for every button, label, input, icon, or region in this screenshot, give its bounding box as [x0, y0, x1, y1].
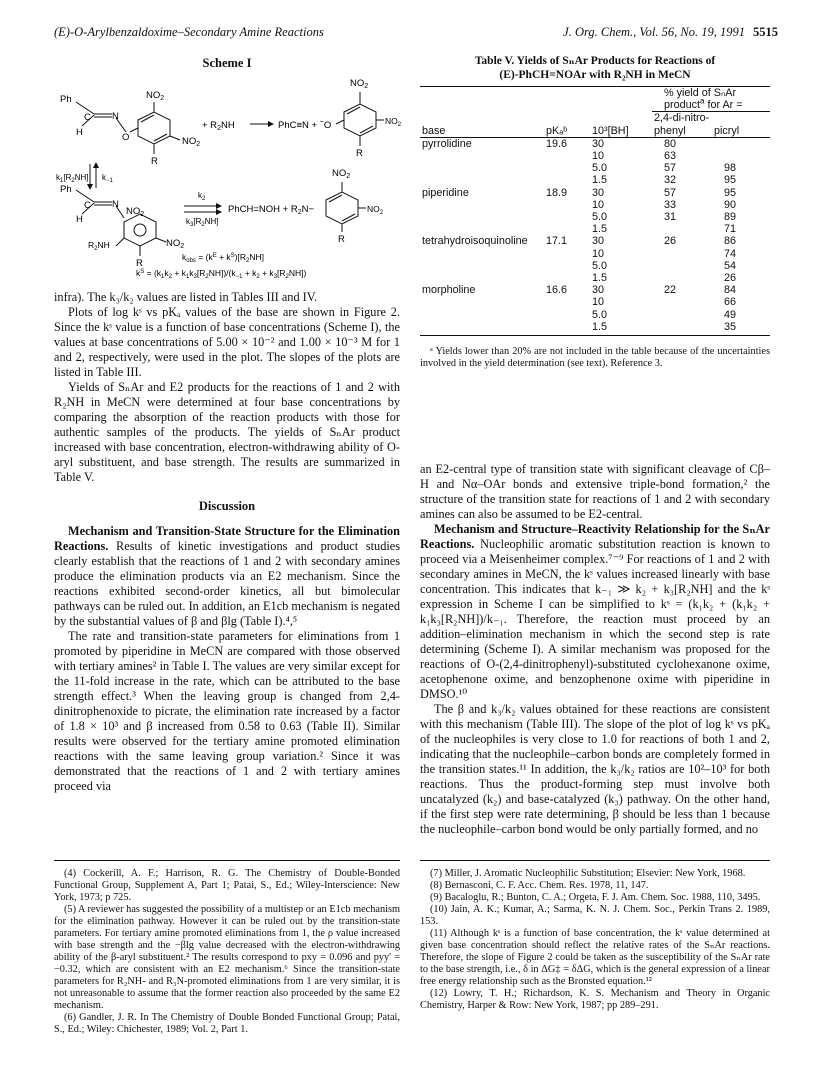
cell-base [420, 211, 544, 223]
table-row [420, 150, 770, 162]
cell-dnp: 22 [664, 284, 677, 297]
cell-dnp [652, 248, 712, 260]
journal-reference: J. Org. Chem., Vol. 56, No. 19, 1991 [563, 25, 745, 39]
header-pka: pKₐᵇ [546, 124, 568, 137]
footnote: (9) Bacaloglu, R.; Bunton, C. A.; Orgeta, F. J. Am. Chem. Soc. 1988, 110, 3495. [430, 892, 761, 903]
cell-conc: 30 [592, 284, 605, 297]
cell-dnp [652, 223, 712, 235]
table-title-line: Table V. Yields of SₙAr Products for Reactions of [474, 55, 716, 67]
table-row [420, 248, 770, 260]
cell-picryl: 54 [724, 259, 737, 272]
section-heading: Discussion [198, 499, 256, 513]
product-aryl-structure [326, 182, 366, 232]
svg-text:N: N [112, 111, 119, 122]
running-title: (E)-O-Arylbenzaldoxime–Secondary Amine Reactions [54, 25, 324, 39]
svg-text:k3[R2NH]: $k_3[R_2NH]$ [186, 217, 219, 228]
cell-pka [544, 272, 590, 284]
cell-base [420, 321, 544, 333]
svg-text:R2NH: $R_2NH$ [88, 240, 110, 252]
footnote: (6) Gandler, J. R. In The Chemistry of Double Bonded Functional Group; Patai, S., Ed.; Wiley: Chichester, 1989; Vol. 2, Part 1. [54, 1012, 400, 1035]
table-v-block [420, 54, 770, 370]
cell-base [420, 162, 544, 174]
cell-dnp: 32 [664, 174, 677, 187]
cell-dnp: 33 [664, 198, 677, 211]
cell-dnp: 31 [664, 211, 677, 224]
cell-picryl: 98 [724, 162, 737, 175]
footnotes-right [420, 868, 770, 1012]
svg-text:R: R [151, 156, 158, 167]
svg-text:PhC≡N + −O: PhC≡N + −O [278, 119, 332, 131]
journal-citation [563, 25, 778, 40]
cell-conc: 1.5 [592, 272, 608, 285]
cell-dnp: 57 [664, 162, 677, 175]
svg-text:R: R [338, 234, 345, 245]
footnote: (8) Bernasconi, C. F. Acc. Chem. Res. 1978, 11, 147. [430, 880, 649, 891]
cell-base [420, 296, 544, 308]
header-spacer [544, 87, 590, 112]
svg-text:C: C [84, 200, 91, 211]
svg-text:NO2: $NO_2$ [332, 168, 351, 180]
header-text: for Ar = [704, 99, 743, 112]
header-footnote-mark: a [700, 96, 705, 106]
cell-conc: 10 [592, 296, 605, 309]
cell-pka [544, 260, 590, 272]
cell-dnp [652, 309, 712, 321]
header-spacer [420, 87, 544, 112]
table-row [420, 260, 770, 272]
svg-text:NO2: $NO_2$ [385, 116, 402, 128]
cell-dnp [652, 296, 712, 308]
table-v [420, 86, 770, 333]
svg-text:k1[R2NH]: $k_1[R_2NH]$ [56, 173, 89, 184]
svg-text:R: R [136, 258, 143, 269]
paragraph: Plots of log kˢ vs pKₐ values of the base are shown in Figure 2. Since the kˢ value is a function of base concentrations (Scheme I), the values at base concentrations of 5.00 × 10⁻² and 1.00 × 10⁻³ M for 1 and 2, respectively, were used in the plot. The slopes of the plots are listed in Table III. [54, 305, 400, 379]
footnote: (12) Lowry, T. H.; Richardson, K. S. Mechanism and Theory in Organic Chemistry, Harper & Row: New York, 1987; pp 289–291. [420, 988, 770, 1011]
cell-base [420, 309, 544, 321]
cell-conc: 5.0 [592, 162, 608, 175]
table-bottom-rule [420, 335, 770, 336]
svg-text:NO2: $NO_2$ [166, 238, 185, 250]
table-row [420, 309, 770, 321]
svg-text:k−1: $k_{-1}$ [102, 173, 113, 184]
table-row [420, 162, 770, 174]
cell-pka: 19.6 [546, 137, 568, 150]
cell-pka [544, 321, 590, 333]
cell-conc: 5.0 [592, 308, 608, 321]
paragraph: infra). The k₃/k₂ values are listed in Tables III and IV. [54, 290, 318, 304]
right-column [420, 462, 770, 837]
cell-conc: 30 [592, 186, 605, 199]
footnote-rule [54, 860, 400, 861]
svg-text:NO2: $NO_2$ [350, 78, 369, 90]
svg-text:NO2: $NO_2$ [126, 206, 145, 218]
svg-text:C: C [84, 112, 91, 123]
footnote: (11) Although kˢ is a function of base concentration, the kˢ value determined at given base concentration should reflect the relative rates of the SₙAr reactions. Therefore, the slope of Figure 2 could be taken as the susceptibility of the SₙAr rate to the base strength, i.e., δ in ΔG‡ = δΔG, which is the general expression of a linear free energy relationship such as the Bronsted equation.¹² [420, 928, 770, 987]
cell-conc: 10 [592, 150, 605, 163]
header-yield-group [652, 87, 770, 112]
paragraph: Yields of SₙAr and E2 products for the reactions of 1 and 2 with R₂NH in MeCN were determined at four base concentrations by comparing the absorption of the reaction products with those for authentic samples of the products. The yields of SₙAr product increased with base concentration, electron-withdrawing ability of O-aryl substituent, and base strength. The results are summarized in Table V. [54, 380, 400, 484]
table-footnote-text: ᵃ Yields lower than 20% are not included in the table because of the uncertainties involved in the yield determination (see text). Reference 3. [420, 346, 770, 370]
table-row [420, 137, 770, 150]
cell-base [420, 199, 544, 211]
cell-picryl: 90 [724, 198, 737, 211]
header-conc: 10³[BH] [592, 124, 629, 137]
svg-text:Ph: Ph [60, 184, 72, 195]
subsection-text: Nucleophilic aromatic substitution reaction is known to proceed via a Meisenheimer complex.⁷⁻⁹ For reactions of 1 and 2 with secondary amines in MeCN, the kˢ values increased linearly with base concentration. This indicates that k₋₁ ≫ k₂ + k₃[R₂NH] and the kˢ expression in Scheme I can be simplified to kˢ = (k₁k₂ + (k₁k₂ + k₁k₃[R₂NH])/k₋₁. Therefore, the reaction must proceed by an addition–elimination mechanism in which the second step is rate determining (Scheme I). A similar mechanism was proposed for the reactions of O-(2,4-dinitrophenyl)-substituted cyclohexanone oxime, acetophenone oxime, and benzophenone oxime with piperidine in DMSO.¹⁰ [420, 537, 771, 701]
footnotes-left [54, 868, 400, 1036]
table-row [420, 199, 770, 211]
cell-picryl [712, 137, 770, 150]
cell-base: piperidine [422, 186, 469, 199]
cell-picryl: 35 [724, 320, 737, 333]
subsection-text: Results of kinetic investigations and product studies clearly establish that the reactions of 1 and 2 with secondary amines produce the elimination products via an E2 mechanism. Since the reactions exhibited second-order kinetics, all but bimolecular pathways can be ruled out. In addition, an E1cb mechanism is negated by the substantial values of β and βlg (Table I).⁴,⁵ [54, 539, 400, 628]
cell-conc: 1.5 [592, 174, 608, 187]
header-text: % yield of SₙAr product [664, 87, 737, 112]
cell-dnp: 80 [664, 137, 677, 150]
table-row [420, 296, 770, 308]
footnote: (4) Cockerill, A. F.; Harrison, R. G. The Chemistry of Double-Bonded Functional Group, Supplement A, Part 1; Patai, S., Ed.; Wiley-Interscience: New York, 1973; p 725. [54, 868, 400, 903]
cell-pka [544, 248, 590, 260]
header-picryl: picryl [714, 124, 740, 137]
cell-picryl: 71 [724, 223, 737, 236]
svg-text:+ R2NH: + $R_2NH$ [202, 120, 235, 132]
table-row [420, 174, 770, 186]
svg-text:PhCH=NOH + R2N−: PhCH=NOH + $R_2N-$ [228, 204, 315, 216]
cell-dnp [652, 260, 712, 272]
svg-text:H: H [76, 214, 83, 225]
cell-pka [544, 162, 590, 174]
table-row [420, 321, 770, 333]
header-dnp: 2,4-di-nitro-phenyl [654, 112, 710, 137]
cell-pka [544, 199, 590, 211]
cell-conc: 1.5 [592, 223, 608, 236]
cell-conc: 5.0 [592, 211, 608, 224]
table-row [420, 187, 770, 199]
cell-dnp [652, 272, 712, 284]
cell-conc: 30 [592, 235, 605, 248]
cell-base [420, 174, 544, 186]
cell-conc: 10 [592, 198, 605, 211]
footnote: (7) Miller, J. Aromatic Nucleophilic Substitution; Elsevier: New York, 1968. [430, 868, 746, 879]
table-body [420, 137, 770, 333]
svg-text:NO2: $NO_2$ [367, 204, 384, 216]
paragraph: an E2-central type of transition state with significant cleavage of Cβ–H and Nα–OAr bonds and extensive triple-bond formation,² the structure of the transition state for reactions of 1 and 2 with secondary amines can also be assumed to be E2-central. [420, 462, 770, 521]
cell-base [420, 272, 544, 284]
cell-dnp: 63 [664, 150, 677, 163]
subsection-title: Mechanism and Structure–Reactivity Relationship for the SₙAr Reactions. [420, 522, 770, 551]
header-spacer [590, 87, 652, 112]
paragraph [420, 522, 770, 702]
cell-conc: 30 [592, 137, 605, 150]
cell-pka: 17.1 [546, 235, 568, 248]
cell-picryl: 26 [724, 272, 737, 285]
cell-conc: 10 [592, 247, 605, 260]
svg-text:H: H [76, 127, 83, 138]
cell-picryl [712, 150, 770, 162]
cell-base: tetrahydroisoquinoline [422, 235, 528, 248]
cell-base [420, 150, 544, 162]
table-title [420, 54, 770, 82]
cell-conc: 5.0 [592, 259, 608, 272]
cell-picryl: 66 [724, 296, 737, 309]
table-title-line: (E)-PhCH=NOAr with R₂NH in MeCN [499, 69, 691, 81]
footnote-rule [420, 860, 770, 861]
phenoxide-structure [336, 92, 384, 146]
cell-pka: 16.6 [546, 284, 568, 297]
table-row [420, 223, 770, 235]
cell-picryl: 95 [724, 174, 737, 187]
cell-pka [544, 150, 590, 162]
cell-dnp: 57 [664, 186, 677, 199]
cell-base [420, 248, 544, 260]
scheme-title: Scheme I [202, 56, 252, 70]
cell-picryl: 49 [724, 308, 737, 321]
cell-base [420, 260, 544, 272]
cell-pka [544, 174, 590, 186]
reactant-structure [76, 102, 180, 154]
cell-base: pyrrolidine [422, 137, 472, 150]
table-row [420, 284, 770, 296]
footnote: (10) Jain, A. K.; Kumar, A.; Sarma, K. N. J. Chem. Soc., Perkin Trans 2. 1989, 153. [420, 904, 770, 927]
svg-text:O: O [122, 132, 130, 143]
table-row [420, 235, 770, 247]
svg-text:NO2: $NO_2$ [146, 90, 165, 102]
paragraph: The β and k₃/k₂ values obtained for these reactions are consistent with this mechanism (Table III). The slope of the plot of log kˢ vs pKₐ of the nucleophiles is very close to 1.0 for reactions of both 1 and 2, indicating that the nucleophile–carbon bonds are completely formed in the transition states.¹¹ In addition, the k₃/k₂ ratios are 10²–10³ for both reactions. Thus the product-forming step must involve both uncatalyzed (k₂) and base-catalyzed (k₃) pathway. On the other hand, if the first step were rate determining, β should be less than 1 because the nucleophile–carbon bond would be only partially formed, and no [420, 702, 770, 836]
svg-text:k2: $k_2$ [198, 191, 206, 202]
left-column [54, 290, 400, 794]
cell-pka: 18.9 [546, 186, 568, 199]
cell-pka [544, 223, 590, 235]
cell-picryl: 89 [724, 211, 737, 224]
cell-dnp [652, 321, 712, 333]
cell-picryl: 84 [724, 284, 737, 297]
cell-pka [544, 211, 590, 223]
table-footnote [420, 346, 770, 370]
svg-text:Ph: Ph [60, 94, 72, 105]
paragraph: The rate and transition-state parameters for eliminations from 1 promoted by piperidine in MeCN are compared with those observed with tertiary amines² in Table I. The values are very similar except for the 11-fold increase in the rate, which can be attributed to the base strength effect.³ When the leaving group is changed from 2,4-dinitrophenoxide to picrate, the elimination rate increased by a factor of 1.8 × 10³ and β increased from 0.58 to 0.63 (Table II). Similar results were observed for the tertiary amine promoted elimination reactions with the same leaving group variation.² Since it was demonstrated that the reactions of 1 and 2 with tertiary amines proceed via [54, 629, 400, 793]
cell-picryl: 86 [724, 235, 737, 248]
subsection-title: Mechanism and Transition-State Structure for the Elimination Reactions. [54, 524, 400, 553]
cell-conc: 1.5 [592, 320, 608, 333]
cell-picryl: 74 [724, 247, 737, 260]
cell-dnp: 26 [664, 235, 677, 248]
svg-text:kS = (k1k2 + k1k3[R2NH])/(k−1: $k^S = (k_1k_2 + k_1k_3[R_2NH])/(k_{-1} + k_2 + k_3[R_2NH])$ [136, 268, 307, 280]
svg-text:NO2: $NO_2$ [182, 136, 201, 148]
cell-pka [544, 296, 590, 308]
table-row [420, 272, 770, 284]
footnote: (5) A reviewer has suggested the possibility of a multistep or an E1cb mechanism for the elimination pathway. However it can be ruled out by the transition-state parameters. For tertiary amine promoted eliminations from 1, the ρ value increased with base strength and the −βlg value decreased with the electron-withdrawing ability of the β-aryl substituent.² The results correspond to pxy = 0.096 and pyy' = −0.32, which are consistent with an E2 mechanism.⁶ Since the transition-state parameters for R₂NH- and R₃N-promoted eliminations from 1 are very similar, it is not unreasonable to assume that the former reaction also proceeded by the same E2 mechanism. [54, 904, 400, 1011]
svg-text:kobs = (kE + kS)[R2NH]: $k_{obs} = (k^E + k^S)[R_2NH]$ [182, 252, 265, 264]
paragraph [54, 524, 400, 629]
header-base: base [422, 124, 446, 137]
svg-text:N: N [112, 199, 119, 210]
cell-base [420, 223, 544, 235]
table-row [420, 211, 770, 223]
svg-text:R: R [356, 148, 363, 159]
cell-base: morpholine [422, 284, 476, 297]
page-number: 5515 [753, 25, 778, 39]
cell-picryl: 95 [724, 186, 737, 199]
scheme-diagram [54, 72, 400, 286]
cell-pka [544, 309, 590, 321]
